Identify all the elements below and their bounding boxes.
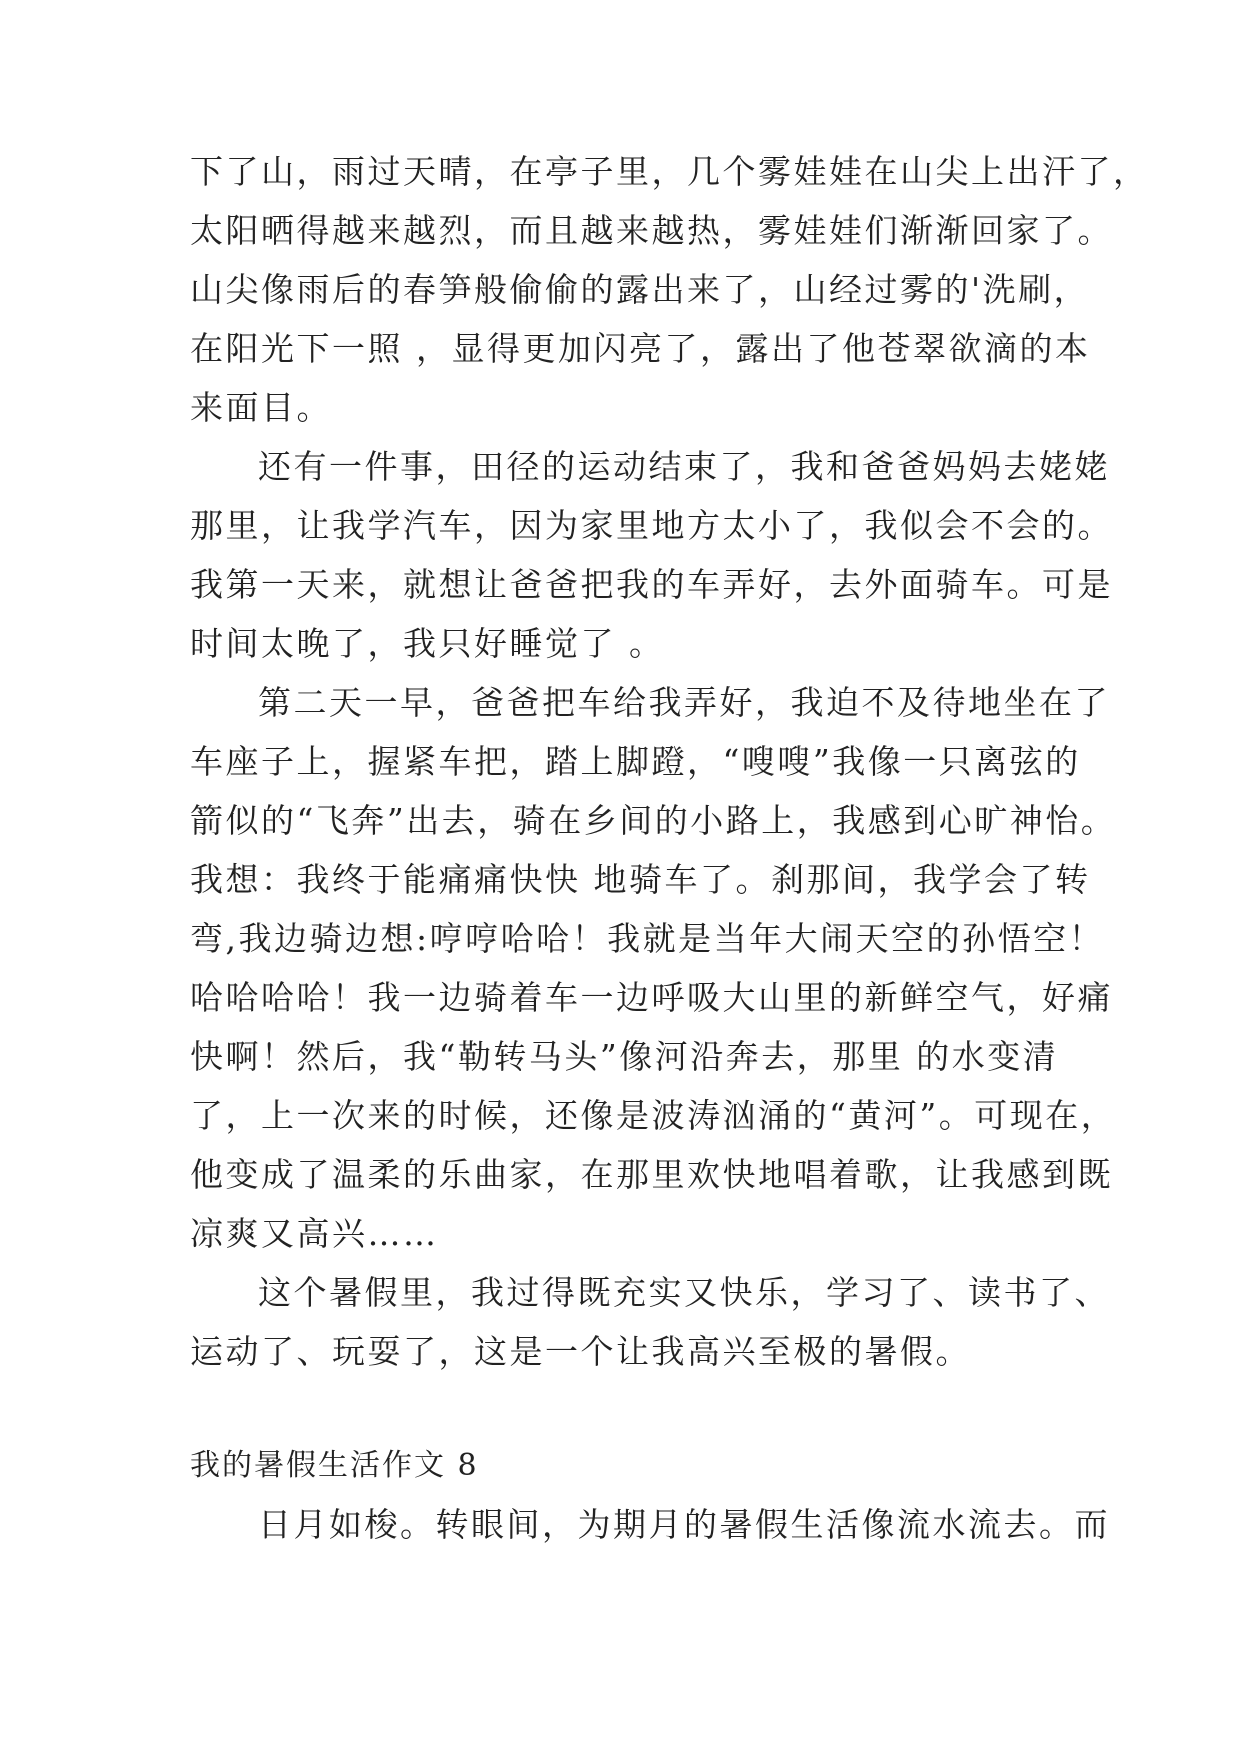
text-line: 那里，让我学汽车，因为家里地方太小了，我似会不会的。 [190,506,1113,545]
text-line: 山尖像雨后的春笋般偷偷的露出来了，山经过雾的'洗刷， [190,270,1090,309]
text-line: 时间太晚了，我只好睡觉了 。 [190,624,665,663]
text-line: 凉爽又高兴…… [190,1214,439,1253]
text-line: 快啊！然后，我“勒转马头”像河沿奔去，那里 的水变清 [190,1037,1059,1076]
text-line: 我第一天来，就想让爸爸把我的车弄好，去外面骑车。可是 [190,565,1113,604]
text-line: 来面目。 [190,388,332,427]
text-line: 箭似的“飞奔”出去，骑在乡间的小路上，我感到心旷神怡。 [190,801,1117,840]
paragraph-start-line: 还有一件事，田径的运动结束了，我和爸爸妈妈去姥姥 [258,447,1110,486]
text-line: 太阳晒得越来越烈，而且越来越热，雾娃娃们渐渐回家了。 [190,211,1113,250]
paragraph-start-line: 第二天一早，爸爸把车给我弄好，我迫不及待地坐在了 [258,683,1110,722]
text-line: 了，上一次来的时候，还像是波涛汹涌的“黄河”。可现在， [190,1096,1117,1135]
text-line: 车座子上，握紧车把，踏上脚蹬，“嗖嗖”我像一只离弦的 [190,742,1081,781]
text-line: 他变成了温柔的乐曲家，在那里欢快地唱着歌，让我感到既 [190,1155,1113,1194]
text-line: 在阳光下一照 ，显得更加闪亮了，露出了他苍翠欲滴的本 [190,329,1091,368]
text-line: 我想：我终于能痛痛快快 地骑车了。刹那间，我学会了转 [190,860,1091,899]
section-heading: 我的暑假生活作文 8 [190,1448,479,1483]
text-line: 弯,我边骑边想:哼哼哈哈！我就是当年大闹天空的孙悟空！ [190,919,1105,958]
paragraph-start-line: 日月如梭。转眼间，为期月的暑假生活像流水流去。而 [258,1505,1110,1544]
text-line: 运动了、玩耍了，这是一个让我高兴至极的暑假。 [190,1332,971,1371]
text-line: 哈哈哈哈！我一边骑着车一边呼吸大山里的新鲜空气，好痛 [190,978,1113,1017]
text-line: 下了山，雨过天晴，在亭子里，几个雾娃娃在山尖上出汗了， [190,152,1149,191]
paragraph-start-line: 这个暑假里，我过得既充实又快乐，学习了、读书了、 [258,1273,1110,1312]
